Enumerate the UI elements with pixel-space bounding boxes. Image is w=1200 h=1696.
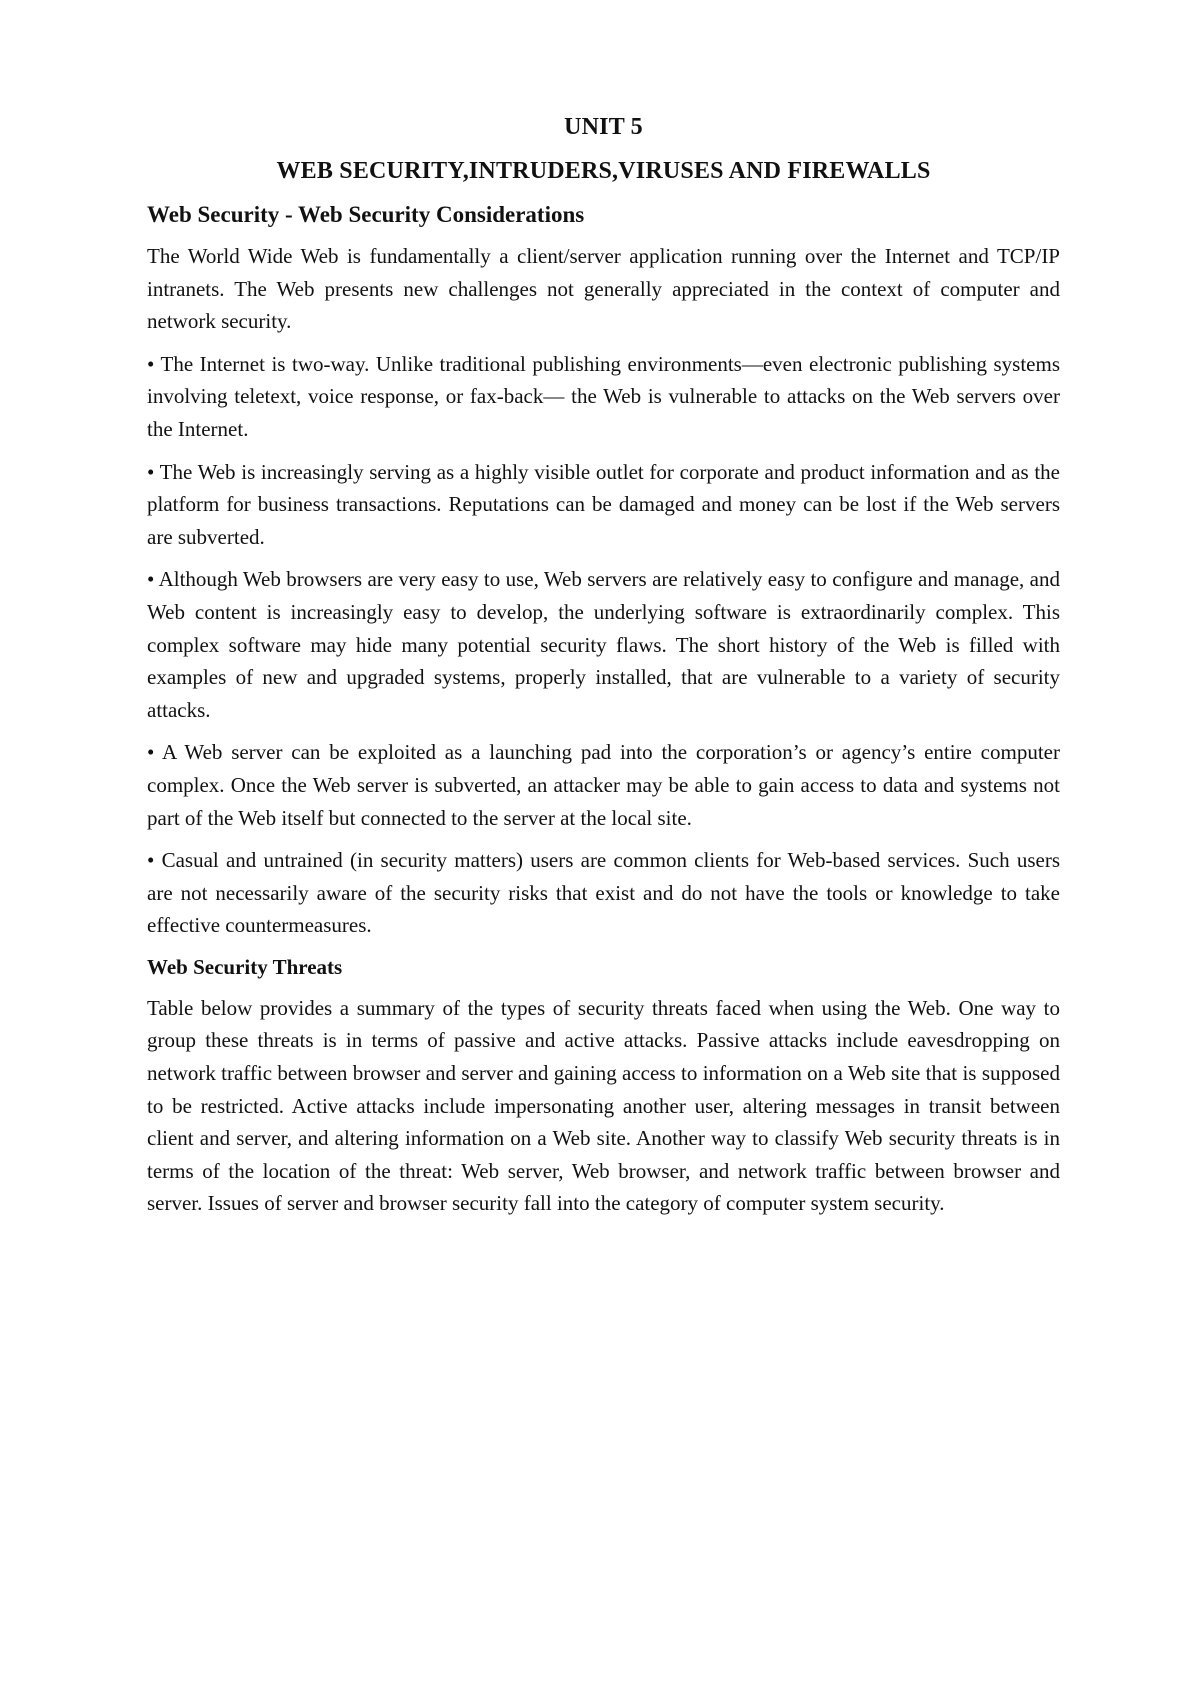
threats-heading: Web Security Threats [147, 954, 343, 979]
bullet-paragraph: • The Internet is two-way. Unlike traditional publishing environments—even electronic publishing systems involving teletext, voice response, or fax-back— the Web is vulnerable to attacks on the Web servers over the Internet. [147, 351, 1060, 441]
unit-subtitle: WEB SECURITY,INTRUDERS,VIRUSES AND FIREWALLS [276, 158, 931, 184]
bullet-paragraph: • The Web is increasingly serving as a highly visible outlet for corporate and product information and as the platform for business transactions. Reputations can be damaged and money can be lost if the Web servers are subverted. [147, 459, 1060, 549]
intro-paragraph: The World Wide Web is fundamentally a client/server application running over the Internet and TCP/IP intranets. The Web presents new challenges not generally appreciated in the context of computer and network security. [147, 244, 1060, 334]
bullet-paragraph: • Casual and untrained (in security matters) users are common clients for Web-based services. Such users are not necessarily aware of the security risks that exist and do not have the tools or knowledge to take effective countermeasures. [147, 848, 1060, 938]
unit-title: UNIT 5 [564, 114, 643, 140]
bullet-paragraph: • Although Web browsers are very easy to use, Web servers are relatively easy to configure and manage, and Web content is increasingly easy to develop, the underlying software is extraordinarily complex. This complex software may hide many potential security flaws. The short history of the Web is filled with examples of new and upgraded systems, properly installed, that are vulnerable to a variety of security attacks. [147, 567, 1060, 722]
bullet-paragraph: • A Web server can be exploited as a launching pad into the corporation’s or agency’s entire computer complex. Once the Web server is subverted, an attacker may be able to gain access to data and systems not part of the Web itself but connected to the server at the local site. [147, 740, 1060, 830]
threats-paragraph: Table below provides a summary of the types of security threats faced when using the Web. One way to group these threats is in terms of passive and active attacks. Passive attacks include eavesdropping on network traffic between browser and server and gaining access to information on a Web site that is supposed to be restricted. Active attacks include impersonating another user, altering messages in transit between client and server, and altering information on a Web site. Another way to classify Web security threats is in terms of the location of the threat: Web server, Web browser, and network traffic between browser and server. Issues of server and browser security fall into the category of computer system security. [147, 995, 1060, 1216]
document-page [147, 112, 1060, 1230]
section-heading: Web Security - Web Security Considerations [147, 202, 585, 227]
